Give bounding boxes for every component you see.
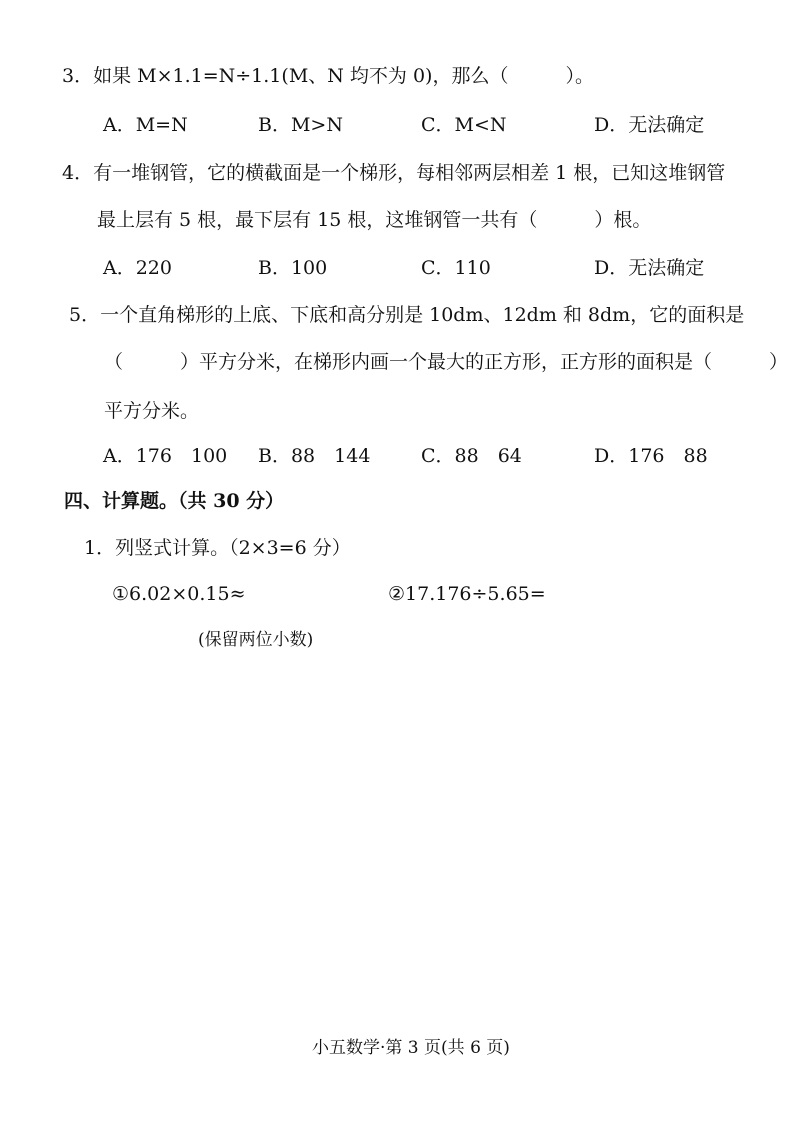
question-5-option-c: C．88 64	[421, 445, 522, 467]
question-3-stem: 3．如果 M×1.1=N÷1.1(M、N 均不为 0)，那么（ ）。	[62, 65, 594, 87]
section-4-title: 四、计算题。（共 30 分）	[64, 490, 285, 512]
question-3-option-c: C．M<N	[421, 114, 507, 136]
question-4-option-d: D．无法确定	[594, 257, 705, 279]
question-5-option-b: B．88 144	[258, 445, 371, 467]
section-4-sub1-title: 1．列竖式计算。（2×3=6 分）	[84, 537, 351, 559]
question-5-stem-line2: （ ）平方分米，在梯形内画一个最大的正方形，正方形的面积是（ ）	[104, 351, 789, 373]
calc-item-1: ①6.02×0.15≈	[112, 583, 246, 605]
question-3-option-d: D．无法确定	[594, 114, 705, 136]
question-5-stem-line1: 5．一个直角梯形的上底、下底和高分别是 10dm、12dm 和 8dm，它的面积是	[69, 304, 745, 326]
question-4-option-c: C．110	[421, 257, 491, 279]
calc-item-1-note: (保留两位小数)	[198, 630, 314, 650]
question-4-option-a: A．220	[103, 257, 172, 279]
calc-item-2: ②17.176÷5.65=	[388, 583, 546, 605]
question-5-option-a: A．176 100	[103, 445, 228, 467]
page-footer: 小五数学·第 3 页(共 6 页)	[312, 1038, 510, 1058]
question-5-option-d: D．176 88	[594, 445, 708, 467]
question-4-stem-line1: 4．有一堆钢管，它的横截面是一个梯形，每相邻两层相差 1 根，已知这堆钢管	[62, 162, 726, 184]
question-3-option-a: A．M=N	[103, 114, 188, 136]
question-3-option-b: B．M>N	[258, 114, 343, 136]
question-4-option-b: B．100	[258, 257, 328, 279]
question-5-stem-line3: 平方分米。	[104, 400, 200, 422]
question-4-stem-line2: 最上层有 5 根，最下层有 15 根，这堆钢管一共有（ ）根。	[97, 209, 652, 231]
